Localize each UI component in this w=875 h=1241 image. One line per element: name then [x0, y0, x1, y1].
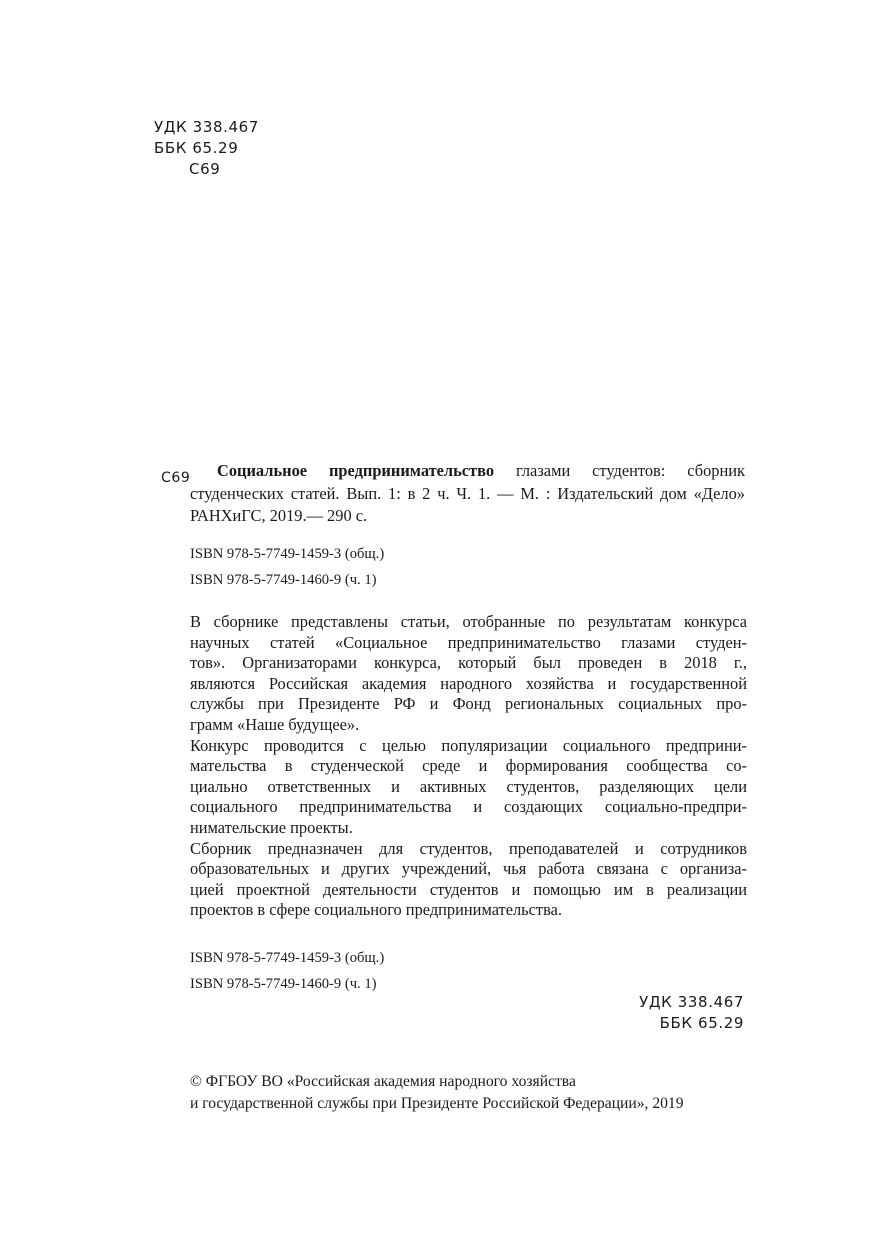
bibliographic-details: глазами студентов: сборник студенческих статей. Вып. 1: в 2 ч. Ч. 1. — М. : Издательский дом «Дело» РАНХиГС, 2019.— 290 с. — [190, 461, 745, 525]
abstract-line: нимательские проекты. — [190, 817, 353, 837]
abstract-line: социального предпринимательства и создающих социально-предпри- — [190, 797, 747, 817]
abstract-line: проектов в сфере социального предпринимательства. — [190, 900, 562, 920]
bbk-code-top: ББК 65.29 — [154, 139, 239, 157]
bbk-code-bottom: ББК 65.29 — [659, 1014, 744, 1032]
isbn-general-bottom: ISBN 978-5-7749-1459-3 (общ.) — [190, 950, 385, 966]
copyright-notice — [190, 1071, 684, 1115]
author-sign-top: С69 — [189, 160, 221, 178]
udk-code-top: УДК 338.467 — [154, 118, 259, 136]
abstract-line: грамм «Наше будущее». — [190, 714, 360, 734]
abstract-line: службы при Президенте РФ и Фонд региональных социальных про- — [190, 694, 747, 714]
abstract-line: В сборнике представлены статьи, отобранные по результатам конкурса — [190, 612, 747, 631]
abstract — [190, 612, 747, 921]
abstract-line: образовательных и других учреждений, чья работа связана с организа- — [190, 859, 747, 879]
abstract-line: являются Российская академия народного хозяйства и государственной — [190, 673, 747, 693]
isbn-part-top: ISBN 978-5-7749-1460-9 (ч. 1) — [190, 572, 377, 588]
catalog-letter: С69 — [161, 470, 191, 486]
book-title: Социальное предпринимательство — [217, 461, 495, 480]
abstract-line: мательства в студенческой среде и формирования сообщества со- — [190, 756, 747, 776]
copyright-line-2: и государственной службы при Президенте Российской Федерации», 2019 — [190, 1095, 684, 1112]
copyright-line-1: © ФГБОУ ВО «Российская академия народного хозяйства — [190, 1073, 576, 1090]
abstract-line: Сборник предназначен для студентов, преподавателей и сотрудников — [190, 838, 747, 858]
abstract-line: научных статей «Социальное предпринимательство глазами студен- — [190, 632, 747, 652]
abstract-line: цией проектной деятельности студентов и помощью им в реализации — [190, 879, 747, 899]
abstract-line: Конкурс проводится с целью популяризации социального предприни- — [190, 735, 747, 755]
isbn-general-top: ISBN 978-5-7749-1459-3 (общ.) — [190, 546, 385, 562]
abstract-line: циально ответственных и активных студентов, разделяющих цели — [190, 776, 747, 796]
udk-code-bottom: УДК 338.467 — [639, 993, 744, 1011]
abstract-line: тов». Организаторами конкурса, который был проведен в 2018 г., — [190, 653, 747, 673]
isbn-part-bottom: ISBN 978-5-7749-1460-9 (ч. 1) — [190, 976, 377, 992]
bibliographic-record — [190, 460, 745, 528]
